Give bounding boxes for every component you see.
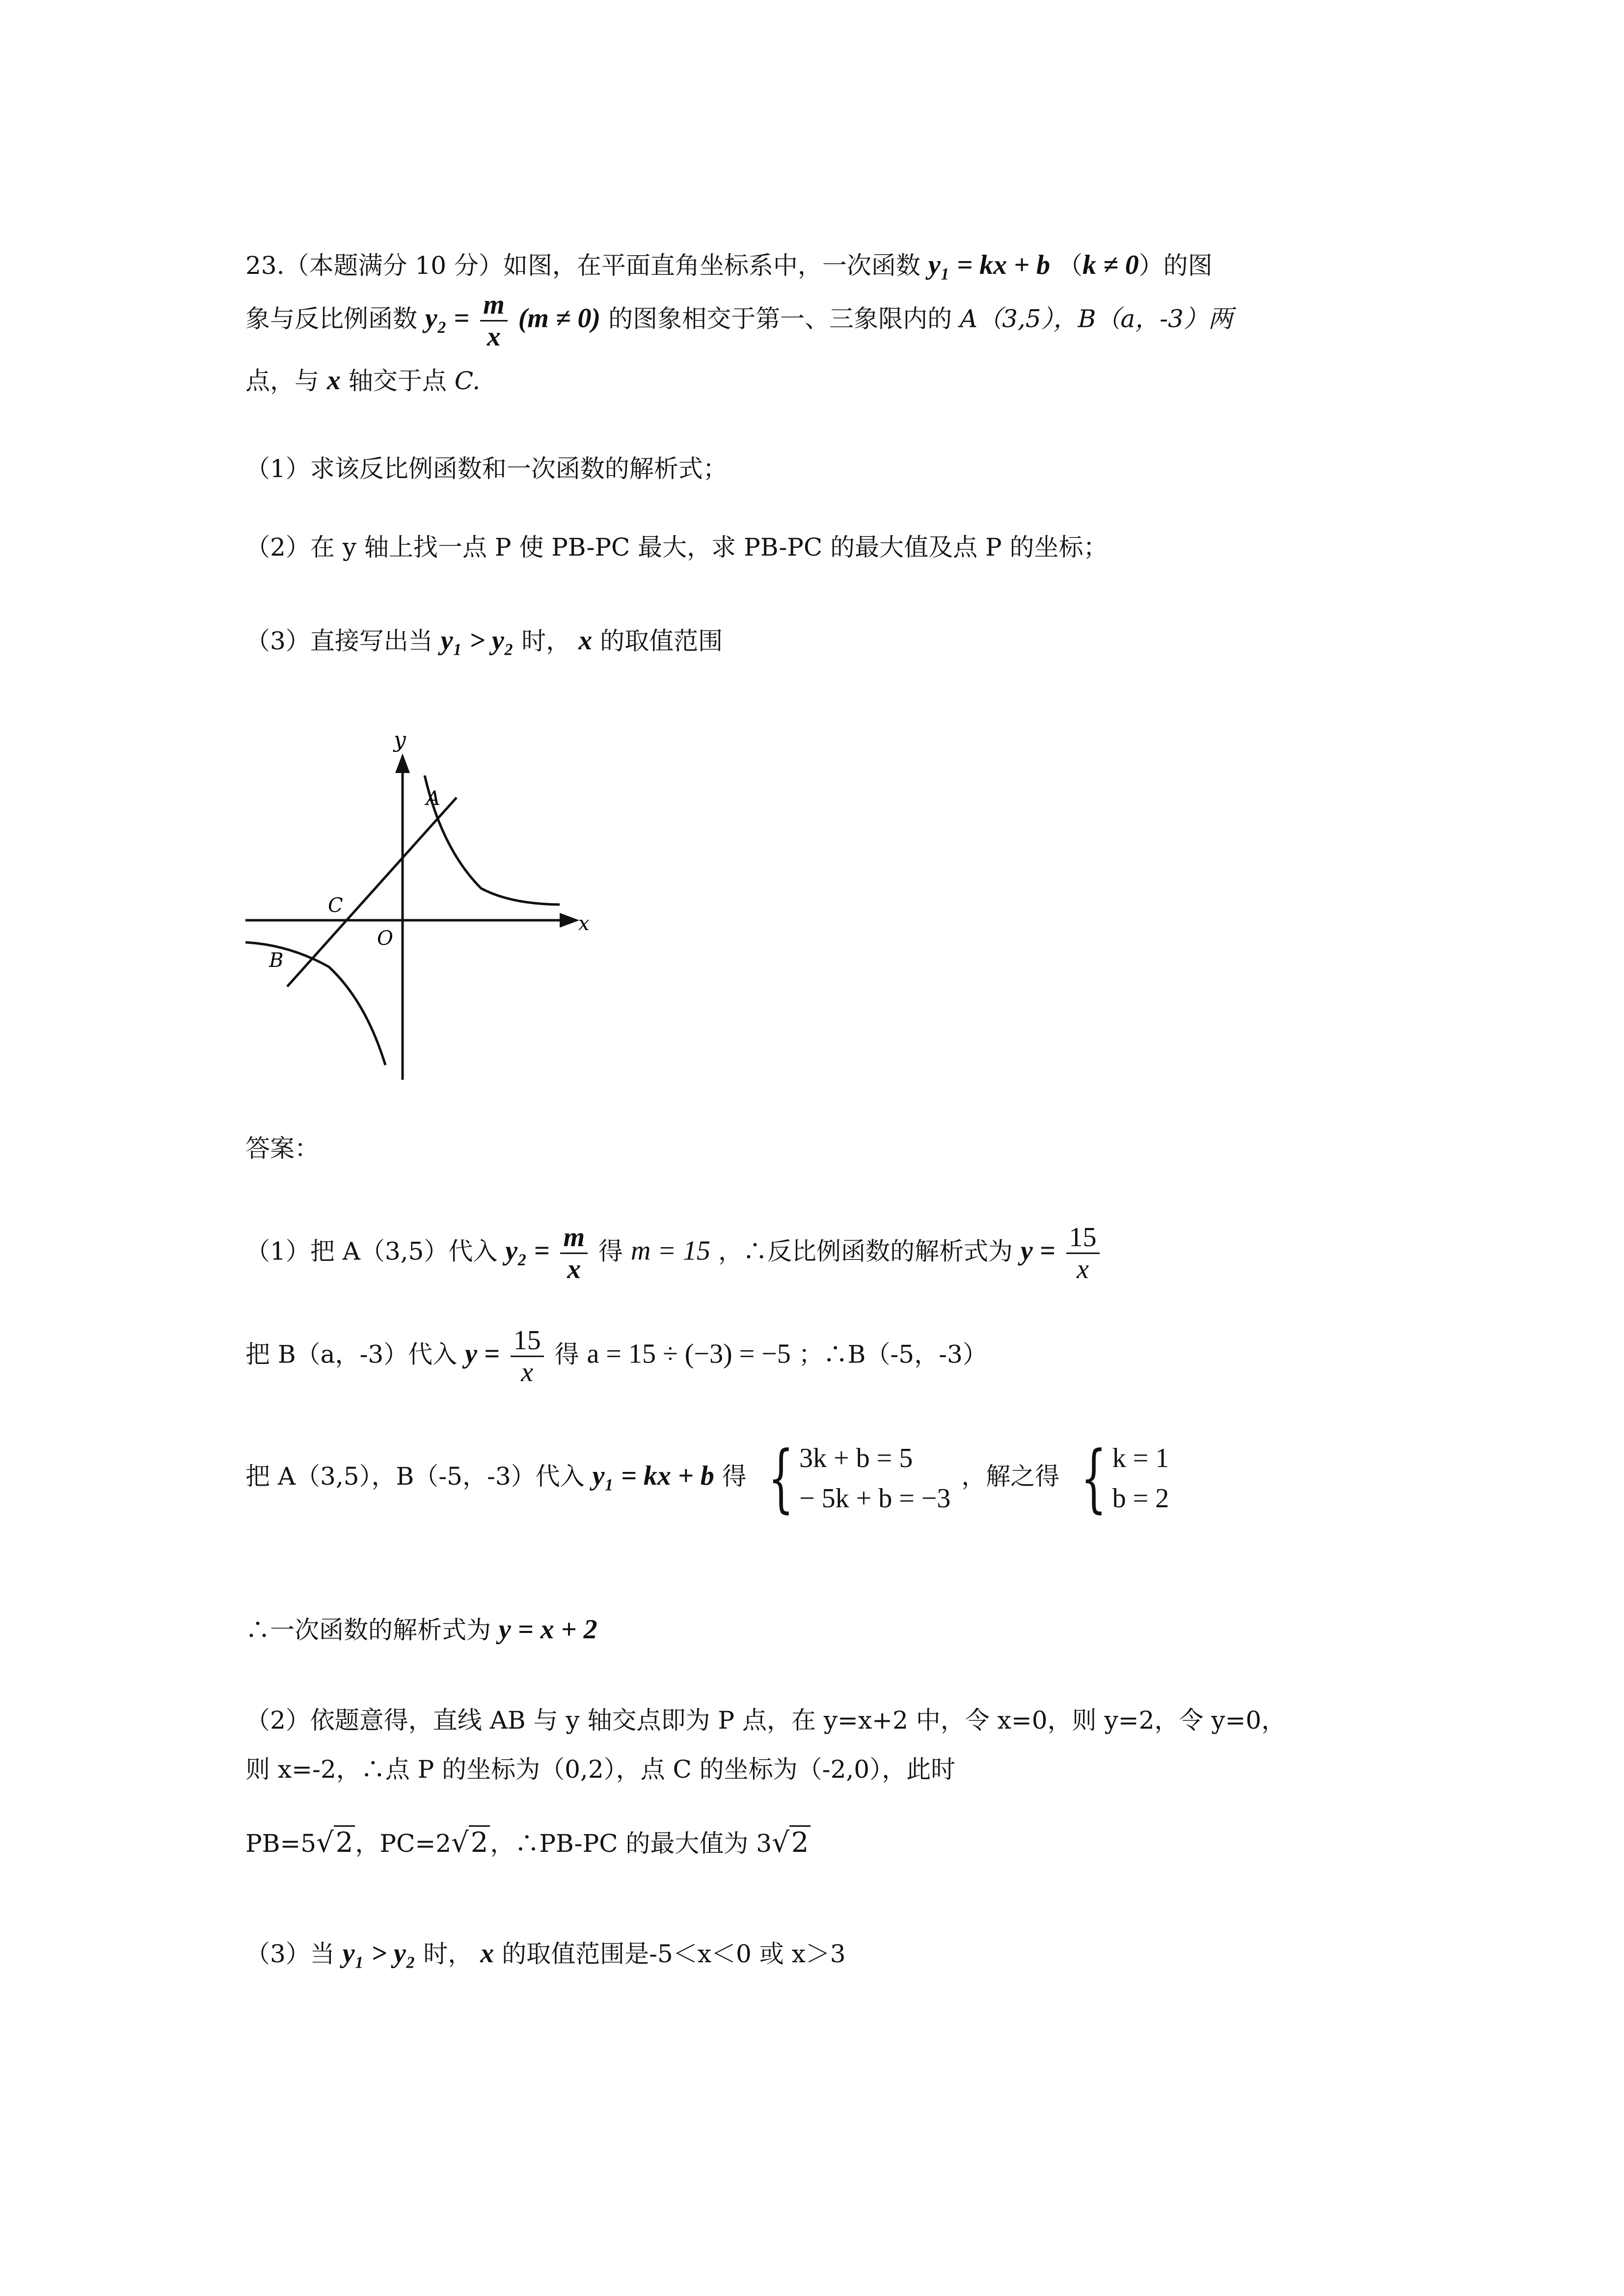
problem-text: 点，与 [245,367,319,395]
answer-3 [245,1936,846,1971]
y2-label: y₂ = [505,1235,550,1266]
radicand: 2 [469,1825,490,1859]
solution-b: b = 2 [1112,1483,1169,1514]
answer-1-line-1 [245,1222,1103,1284]
problem-line-1 [245,248,1213,283]
problem-text: 轴交于点 [348,367,447,395]
answer-text: 的取值范围是-5＜x＜0 或 x＞3 [502,1940,846,1968]
point-B-coords: B（a，-3）两 [1078,304,1233,333]
question-2 [245,530,1108,564]
m-value: m = 15 [630,1235,711,1266]
coordinate-figure [241,726,594,1090]
fraction-numerator: 15 [511,1325,544,1357]
question-1-text: （1）求该反比例函数和一次函数的解析式； [245,454,728,483]
question-2-text: （2）在 y 轴上找一点 P 使 PB-PC 最大，求 PB-PC 的最大值及点 P 的坐标； [245,533,1108,561]
y2-label: y₂ = [425,303,470,334]
sqrt-2: √2 [772,1826,811,1860]
x-axis-label: x [578,912,590,935]
y1-greater-y2: y₁ > y₂ [440,625,514,656]
question-3 [245,623,723,658]
question-3-text: （3）直接写出当 [245,627,433,655]
paren-open: （ [1057,251,1083,280]
radicand: 2 [334,1825,355,1859]
pb-value: PB=5 [245,1829,317,1858]
system-equation-2: − 5k + b = −3 [799,1483,951,1514]
answer-2-line-1 [245,1703,1286,1737]
problem-text: ）的图 [1138,251,1213,280]
problem-line-3 [245,363,480,398]
sqrt-2: √2 [451,1826,490,1860]
answer-text: （2）依题意得，直线 AB 与 y 轴交点即为 P 点，在 y=x+2 中，令 x=0，则 y=2，令 y=0， [245,1706,1286,1735]
left-brace: { [1081,1436,1107,1521]
question-3-text: 时， [521,627,571,655]
hyperbola-branch-2 [245,942,385,1065]
solution-system [1070,1438,1169,1519]
answer-text: 把 B（a，-3）代入 [245,1340,458,1369]
problem-line-2 [245,290,1233,352]
answer-1-line-2 [245,1325,987,1388]
max-value-text: ，∴PB-PC 的最大值为 3 [490,1829,772,1858]
answer-1-line-4 [245,1612,597,1647]
fraction-denominator: x [1077,1254,1089,1284]
x-variable: x [578,625,593,656]
solution-k: k = 1 [1112,1443,1169,1473]
origin-label: O [377,927,393,950]
fraction-numerator: 15 [1066,1222,1100,1254]
question-3-text: 的取值范围 [600,627,723,655]
problem-text: 23.（本题满分 10 分）如图，在平面直角坐标系中，一次函数 [245,251,920,280]
point-B-label: B [269,949,284,972]
answer-1-line-3 [245,1438,1172,1519]
answer-text: 则 x=-2，∴点 P 的坐标为（0,2），点 C 的坐标为（-2,0），此时 [245,1755,956,1784]
answer-text: 时， [423,1940,473,1968]
answer-text: ∴一次函数的解析式为 [245,1616,491,1644]
answer-text: 得 [554,1340,579,1369]
answer-2-line-3 [245,1826,811,1861]
answer-text: 把 A（3,5），B（-5，-3）代入 [245,1462,585,1491]
equation-system [758,1438,951,1519]
answer-heading-text: 答案： [245,1134,319,1163]
answer-heading [245,1131,319,1166]
point-C-label: C. [454,367,481,395]
fraction-denominator: x [487,321,501,352]
y-label: y = [465,1338,500,1369]
answer-text: ，解之得 [961,1462,1060,1491]
linear-function-formula: y₁ = kx + b [592,1461,714,1491]
answer-text: 得 [722,1462,747,1491]
point-C-label: C [328,894,343,917]
fraction-denominator: x [567,1254,581,1284]
sqrt-2: √2 [316,1826,355,1860]
answer-text: ，∴反比例函数的解析式为 [718,1237,1013,1266]
pc-value: ，PC=2 [355,1829,452,1858]
point-A-coords: A（3,5）， [959,304,1078,333]
answer-2-line-2 [245,1752,955,1787]
y1-greater-y2: y₁ > y₂ [342,1938,416,1969]
left-brace: { [768,1436,794,1521]
fraction-denominator: x [521,1357,534,1388]
point-A-label: A [426,787,440,810]
answer-text: （1）把 A（3,5）代入 [245,1237,498,1266]
answer-text: 得 [598,1237,623,1266]
problem-text: 的图象相交于第一、三象限内的 [608,304,952,333]
x-variable: x [326,365,341,396]
a-value-computation: a = 15 ÷ (−3) = −5 [587,1338,791,1369]
y-label: y = [1020,1235,1056,1266]
15-over-x-fraction [511,1325,544,1388]
answer-text: ；∴B（-5，-3） [798,1340,987,1369]
radicand: 2 [789,1825,811,1859]
system-equation-1: 3k + b = 5 [799,1443,913,1473]
fraction-numerator: m [560,1222,588,1254]
fraction-numerator: m [480,290,508,321]
m-over-x-fraction [480,290,508,352]
hyperbola-branch-1 [425,775,560,905]
problem-text: 象与反比例函数 [245,304,417,333]
x-variable: x [480,1938,494,1969]
y-axis-label: y [394,727,406,752]
k-condition: k ≠ 0 [1082,250,1139,280]
linear-result: y = x + 2 [498,1614,597,1645]
question-1 [245,452,728,486]
answer-text: （3）当 [245,1940,335,1968]
m-condition: (m ≠ 0) [518,303,601,334]
m-over-x-fraction [560,1222,588,1284]
15-over-x-fraction [1066,1222,1100,1284]
linear-function-formula: y₁ = kx + b [928,250,1051,280]
